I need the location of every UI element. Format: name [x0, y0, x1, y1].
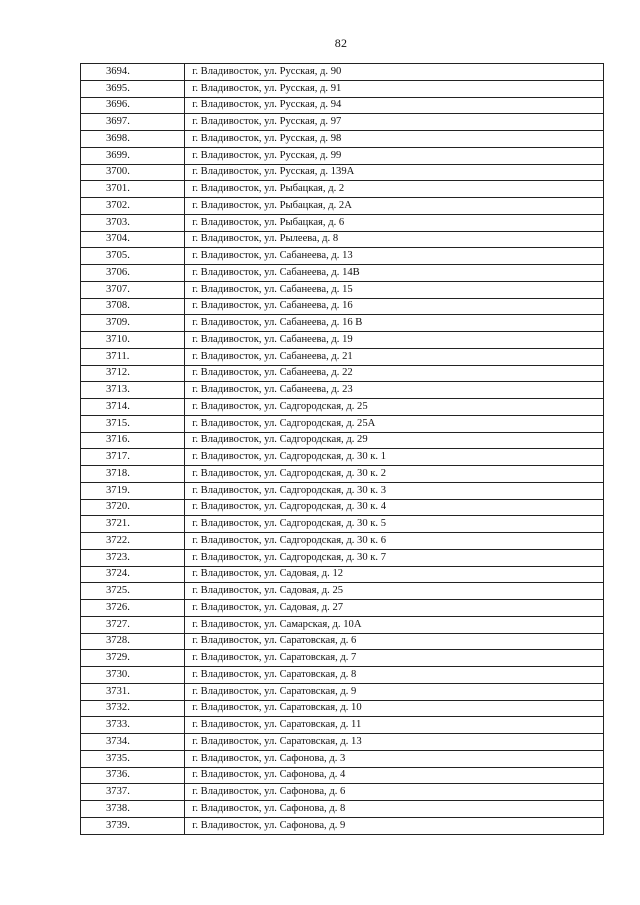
- table-row: [81, 147, 604, 164]
- address-cell: г. Владивосток, ул. Сабанеева, д. 16: [185, 298, 604, 315]
- address-table-body: [81, 64, 604, 835]
- table-row: [81, 365, 604, 382]
- row-number-cell: 3728.: [81, 633, 185, 650]
- address-cell: г. Владивосток, ул. Садгородская, д. 30 к. 4: [185, 499, 604, 516]
- address-cell: г. Владивосток, ул. Сабанеева, д. 22: [185, 365, 604, 382]
- row-number-cell: 3717.: [81, 449, 185, 466]
- table-row: [81, 231, 604, 248]
- address-cell: г. Владивосток, ул. Сафонова, д. 9: [185, 817, 604, 834]
- row-number-cell: 3699.: [81, 147, 185, 164]
- table-row: [81, 817, 604, 834]
- table-row: [81, 700, 604, 717]
- row-number-cell: 3719.: [81, 482, 185, 499]
- row-number-cell: 3702.: [81, 198, 185, 215]
- table-row: [81, 650, 604, 667]
- address-cell: г. Владивосток, ул. Русская, д. 99: [185, 147, 604, 164]
- row-number-cell: 3713.: [81, 382, 185, 399]
- table-row: [81, 181, 604, 198]
- address-cell: г. Владивосток, ул. Саратовская, д. 8: [185, 667, 604, 684]
- row-number-cell: 3721.: [81, 516, 185, 533]
- table-row: [81, 64, 604, 81]
- address-cell: г. Владивосток, ул. Рыбацкая, д. 2А: [185, 198, 604, 215]
- table-row: [81, 281, 604, 298]
- address-cell: г. Владивосток, ул. Русская, д. 97: [185, 114, 604, 131]
- table-row: [81, 80, 604, 97]
- address-cell: г. Владивосток, ул. Сафонова, д. 8: [185, 801, 604, 818]
- table-row: [81, 382, 604, 399]
- row-number-cell: 3720.: [81, 499, 185, 516]
- row-number-cell: 3710.: [81, 332, 185, 349]
- table-row: [81, 198, 604, 215]
- address-cell: г. Владивосток, ул. Садгородская, д. 30 к. 7: [185, 549, 604, 566]
- address-cell: г. Владивосток, ул. Русская, д. 98: [185, 131, 604, 148]
- table-row: [81, 265, 604, 282]
- row-number-cell: 3700.: [81, 164, 185, 181]
- row-number-cell: 3716.: [81, 432, 185, 449]
- row-number-cell: 3703.: [81, 214, 185, 231]
- table-row: [81, 214, 604, 231]
- table-row: [81, 248, 604, 265]
- row-number-cell: 3726.: [81, 600, 185, 617]
- table-row: [81, 767, 604, 784]
- row-number-cell: 3711.: [81, 348, 185, 365]
- table-row: [81, 549, 604, 566]
- address-table: [80, 63, 604, 835]
- table-row: [81, 164, 604, 181]
- row-number-cell: 3724.: [81, 566, 185, 583]
- address-cell: г. Владивосток, ул. Саратовская, д. 6: [185, 633, 604, 650]
- row-number-cell: 3705.: [81, 248, 185, 265]
- address-cell: г. Владивосток, ул. Саратовская, д. 10: [185, 700, 604, 717]
- row-number-cell: 3715.: [81, 415, 185, 432]
- table-row: [81, 332, 604, 349]
- table-row: [81, 750, 604, 767]
- table-row: [81, 399, 604, 416]
- table-row: [81, 499, 604, 516]
- address-cell: г. Владивосток, ул. Русская, д. 90: [185, 64, 604, 81]
- address-cell: г. Владивосток, ул. Сафонова, д. 3: [185, 750, 604, 767]
- address-cell: г. Владивосток, ул. Саратовская, д. 11: [185, 717, 604, 734]
- row-number-cell: 3723.: [81, 549, 185, 566]
- address-cell: г. Владивосток, ул. Сабанеева, д. 19: [185, 332, 604, 349]
- table-row: [81, 667, 604, 684]
- table-row: [81, 449, 604, 466]
- table-row: [81, 482, 604, 499]
- table-row: [81, 533, 604, 550]
- table-row: [81, 97, 604, 114]
- row-number-cell: 3714.: [81, 399, 185, 416]
- row-number-cell: 3698.: [81, 131, 185, 148]
- row-number-cell: 3706.: [81, 265, 185, 282]
- table-row: [81, 633, 604, 650]
- table-row: [81, 566, 604, 583]
- address-cell: г. Владивосток, ул. Русская, д. 91: [185, 80, 604, 97]
- row-number-cell: 3708.: [81, 298, 185, 315]
- address-cell: г. Владивосток, ул. Сафонова, д. 6: [185, 784, 604, 801]
- address-cell: г. Владивосток, ул. Рылеева, д. 8: [185, 231, 604, 248]
- table-row: [81, 131, 604, 148]
- table-row: [81, 600, 604, 617]
- address-cell: г. Владивосток, ул. Рыбацкая, д. 2: [185, 181, 604, 198]
- row-number-cell: 3707.: [81, 281, 185, 298]
- table-row: [81, 801, 604, 818]
- address-cell: г. Владивосток, ул. Русская, д. 139А: [185, 164, 604, 181]
- row-number-cell: 3736.: [81, 767, 185, 784]
- address-cell: г. Владивосток, ул. Сабанеева, д. 14В: [185, 265, 604, 282]
- address-cell: г. Владивосток, ул. Сабанеева, д. 21: [185, 348, 604, 365]
- row-number-cell: 3737.: [81, 784, 185, 801]
- address-cell: г. Владивосток, ул. Садгородская, д. 25: [185, 399, 604, 416]
- table-row: [81, 616, 604, 633]
- row-number-cell: 3725.: [81, 583, 185, 600]
- address-cell: г. Владивосток, ул. Садовая, д. 27: [185, 600, 604, 617]
- table-row: [81, 466, 604, 483]
- address-cell: г. Владивосток, ул. Саратовская, д. 7: [185, 650, 604, 667]
- page-number: 82: [334, 36, 348, 50]
- table-row: [81, 784, 604, 801]
- row-number-cell: 3694.: [81, 64, 185, 81]
- table-row: [81, 432, 604, 449]
- address-cell: г. Владивосток, ул. Садовая, д. 25: [185, 583, 604, 600]
- address-cell: г. Владивосток, ул. Русская, д. 94: [185, 97, 604, 114]
- table-row: [81, 114, 604, 131]
- address-cell: г. Владивосток, ул. Садовая, д. 12: [185, 566, 604, 583]
- row-number-cell: 3734.: [81, 734, 185, 751]
- row-number-cell: 3704.: [81, 231, 185, 248]
- row-number-cell: 3697.: [81, 114, 185, 131]
- address-cell: г. Владивосток, ул. Садгородская, д. 30 к. 5: [185, 516, 604, 533]
- table-row: [81, 415, 604, 432]
- table-row: [81, 717, 604, 734]
- address-cell: г. Владивосток, ул. Садгородская, д. 30 к. 3: [185, 482, 604, 499]
- row-number-cell: 3735.: [81, 750, 185, 767]
- row-number-cell: 3712.: [81, 365, 185, 382]
- table-row: [81, 734, 604, 751]
- address-cell: г. Владивосток, ул. Садгородская, д. 30 к. 6: [185, 533, 604, 550]
- row-number-cell: 3738.: [81, 801, 185, 818]
- address-cell: г. Владивосток, ул. Саратовская, д. 9: [185, 683, 604, 700]
- table-row: [81, 516, 604, 533]
- table-row: [81, 683, 604, 700]
- row-number-cell: 3727.: [81, 616, 185, 633]
- table-row: [81, 298, 604, 315]
- row-number-cell: 3696.: [81, 97, 185, 114]
- address-cell: г. Владивосток, ул. Садгородская, д. 25А: [185, 415, 604, 432]
- row-number-cell: 3722.: [81, 533, 185, 550]
- address-cell: г. Владивосток, ул. Сабанеева, д. 13: [185, 248, 604, 265]
- row-number-cell: 3729.: [81, 650, 185, 667]
- row-number-cell: 3730.: [81, 667, 185, 684]
- address-cell: г. Владивосток, ул. Садгородская, д. 30 к. 2: [185, 466, 604, 483]
- row-number-cell: 3718.: [81, 466, 185, 483]
- address-cell: г. Владивосток, ул. Сабанеева, д. 23: [185, 382, 604, 399]
- table-row: [81, 583, 604, 600]
- row-number-cell: 3701.: [81, 181, 185, 198]
- table-row: [81, 315, 604, 332]
- address-cell: г. Владивосток, ул. Рыбацкая, д. 6: [185, 214, 604, 231]
- row-number-cell: 3695.: [81, 80, 185, 97]
- address-cell: г. Владивосток, ул. Самарская, д. 10А: [185, 616, 604, 633]
- row-number-cell: 3739.: [81, 817, 185, 834]
- address-cell: г. Владивосток, ул. Сабанеева, д. 15: [185, 281, 604, 298]
- address-cell: г. Владивосток, ул. Сабанеева, д. 16 В: [185, 315, 604, 332]
- row-number-cell: 3709.: [81, 315, 185, 332]
- row-number-cell: 3733.: [81, 717, 185, 734]
- address-cell: г. Владивосток, ул. Садгородская, д. 29: [185, 432, 604, 449]
- address-cell: г. Владивосток, ул. Садгородская, д. 30 к. 1: [185, 449, 604, 466]
- table-row: [81, 348, 604, 365]
- row-number-cell: 3732.: [81, 700, 185, 717]
- address-cell: г. Владивосток, ул. Саратовская, д. 13: [185, 734, 604, 751]
- address-cell: г. Владивосток, ул. Сафонова, д. 4: [185, 767, 604, 784]
- row-number-cell: 3731.: [81, 683, 185, 700]
